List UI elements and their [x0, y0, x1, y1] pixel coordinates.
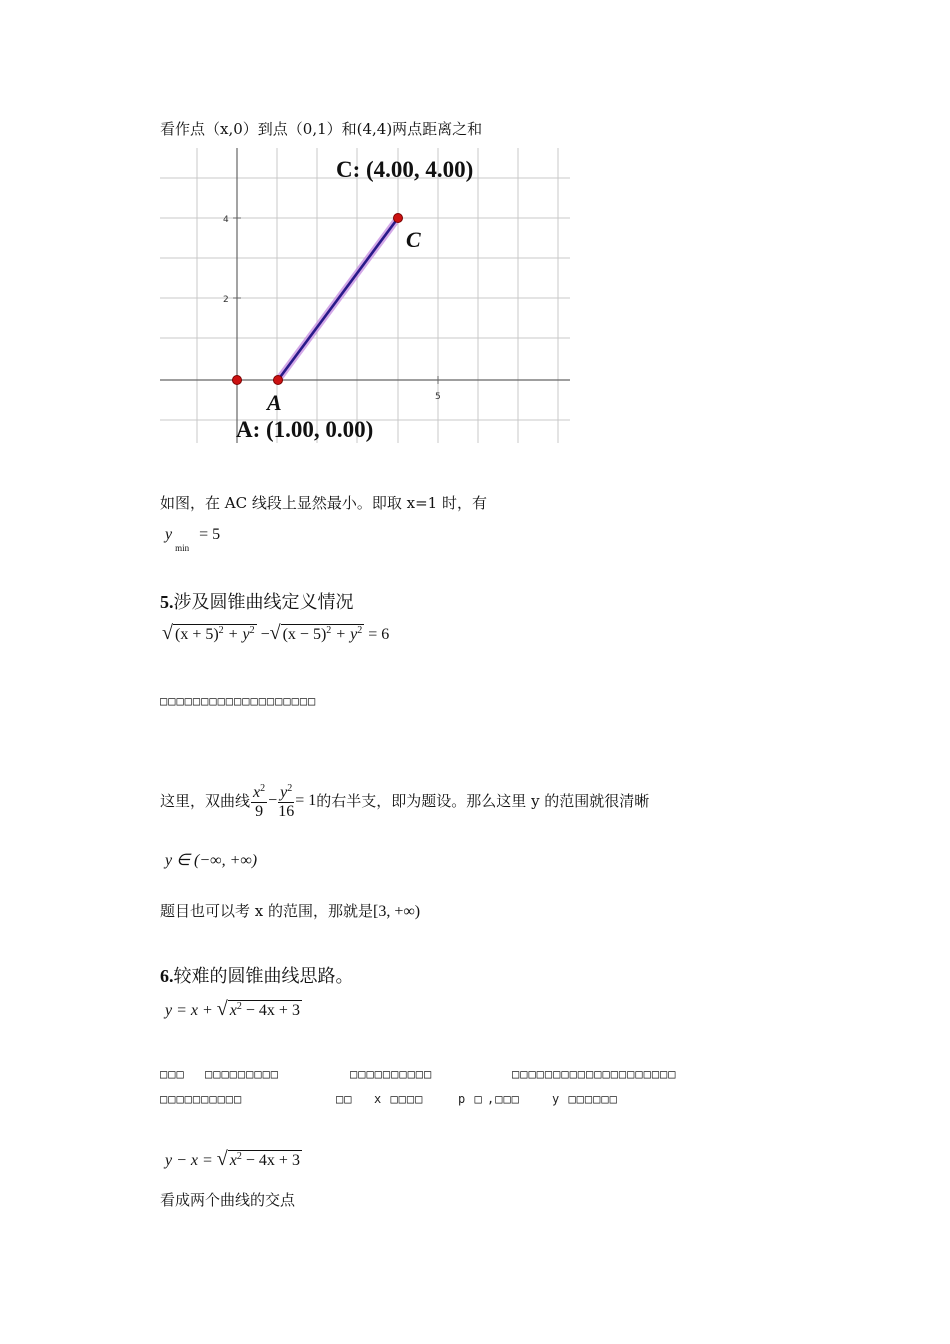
square-3: 2	[326, 625, 332, 636]
y-tick-2: 2	[223, 295, 229, 305]
section-6-number: 6.	[160, 966, 174, 986]
y-tick-4: 4	[223, 215, 229, 225]
eq-rhs: = 6	[368, 626, 390, 643]
hyperbola-line	[160, 780, 649, 821]
garbled-line-1: □□□□□□□□□□□□□□□□□□□	[160, 694, 317, 708]
x-range-value: [3, +∞)	[373, 903, 421, 920]
ymin-equation	[165, 526, 220, 553]
eq2-rad-tail: − 4x + 3	[241, 1152, 300, 1169]
frac-minus: −	[268, 791, 278, 809]
garbled-g6: □□	[336, 1092, 353, 1106]
label-a-coord: A: (1.00, 0.00)	[236, 417, 374, 442]
label-c-coord: C: (4.00, 4.00)	[336, 157, 474, 182]
frac2-sq: 2	[287, 783, 293, 794]
point-c	[394, 214, 403, 223]
garbled-g3: □□□□□□□□□□	[350, 1067, 433, 1081]
ymin-rhs: = 5	[199, 526, 221, 543]
garbled-g2: □□□□□□□□□	[205, 1067, 280, 1081]
square-1: 2	[218, 625, 224, 636]
point-origin	[233, 376, 242, 385]
garbled-g10: y □□□□□□	[552, 1092, 618, 1106]
section-5-equation	[162, 622, 389, 645]
eq-left-term: (x + 5)	[174, 626, 219, 643]
radical-sign-4: √	[216, 1148, 228, 1170]
eq2-sq: 2	[236, 1151, 242, 1162]
frac1-num: x	[253, 784, 261, 801]
square-2: 2	[249, 625, 255, 636]
section-6-title: 较难的圆锥曲线思路。	[173, 966, 354, 987]
intro-text: 看作点（x,0）到点（0,1）和(4,4)两点距离之和	[160, 120, 483, 138]
section-6-equation-1	[165, 998, 302, 1021]
eq-left-tail: + y	[223, 626, 250, 643]
eq1-rad-tail: − 4x + 3	[241, 1002, 300, 1019]
eq1-lhs: y = x +	[165, 1002, 217, 1019]
coordinate-graph	[160, 148, 570, 443]
y-range: y ∈ (−∞, +∞)	[165, 852, 258, 869]
section-5-heading	[160, 588, 354, 614]
section-5-title: 涉及圆锥曲线定义情况	[173, 592, 354, 613]
eq1-sq: 2	[236, 1001, 242, 1012]
x-range-pre: 题目也可以考 x 的范围，那就是	[160, 902, 373, 920]
eq1-rad-x: x	[229, 1002, 237, 1019]
garbled-g1: □□□	[160, 1067, 185, 1081]
garbled-g7: x □□□□	[374, 1092, 424, 1106]
ymin-y: y	[165, 526, 173, 543]
hyperbola-post: 的右半支，即为题设。那么这里 y 的范围就很清晰	[316, 792, 650, 810]
x-tick-5: 5	[435, 392, 441, 402]
x-range-line	[160, 900, 420, 921]
frac1-den: 9	[255, 803, 264, 820]
point-a	[274, 376, 283, 385]
label-a: A	[267, 390, 282, 415]
eq2-rad-x: x	[229, 1152, 237, 1169]
last-line: 看成两个曲线的交点	[160, 1191, 296, 1209]
frac-rhs: = 1	[295, 791, 317, 809]
section-6-heading	[160, 962, 354, 988]
garbled-g5: □□□□□□□□□□	[160, 1092, 243, 1106]
frac2-den: 16	[278, 803, 295, 820]
radical-sign-3: √	[216, 998, 228, 1020]
eq2-lhs: y − x =	[165, 1152, 217, 1169]
radical-sign-2: √	[269, 622, 281, 644]
square-4: 2	[357, 625, 363, 636]
ymin-sub: min	[175, 543, 190, 553]
section-6-equation-2	[165, 1148, 302, 1171]
frac1-sq: 2	[260, 783, 266, 794]
hyperbola-pre: 这里，双曲线	[160, 792, 251, 810]
eq-right-tail: + y	[331, 626, 358, 643]
radical-sign-1: √	[162, 622, 173, 644]
eq-minus: −	[260, 626, 270, 643]
after-graph-text: 如图，在 AC 线段上显然最小。即取 x=1 时，有	[160, 494, 487, 512]
frac2-num: y	[280, 784, 288, 801]
garbled-g4: □□□□□□□□□□□□□□□□□□□□	[512, 1067, 677, 1081]
label-c: C	[406, 227, 421, 252]
section-5-number: 5.	[160, 592, 174, 612]
garbled-g8: p □	[458, 1092, 483, 1106]
eq-right-term: (x − 5)	[282, 626, 327, 643]
garbled-g9: ,□□□	[487, 1092, 520, 1106]
